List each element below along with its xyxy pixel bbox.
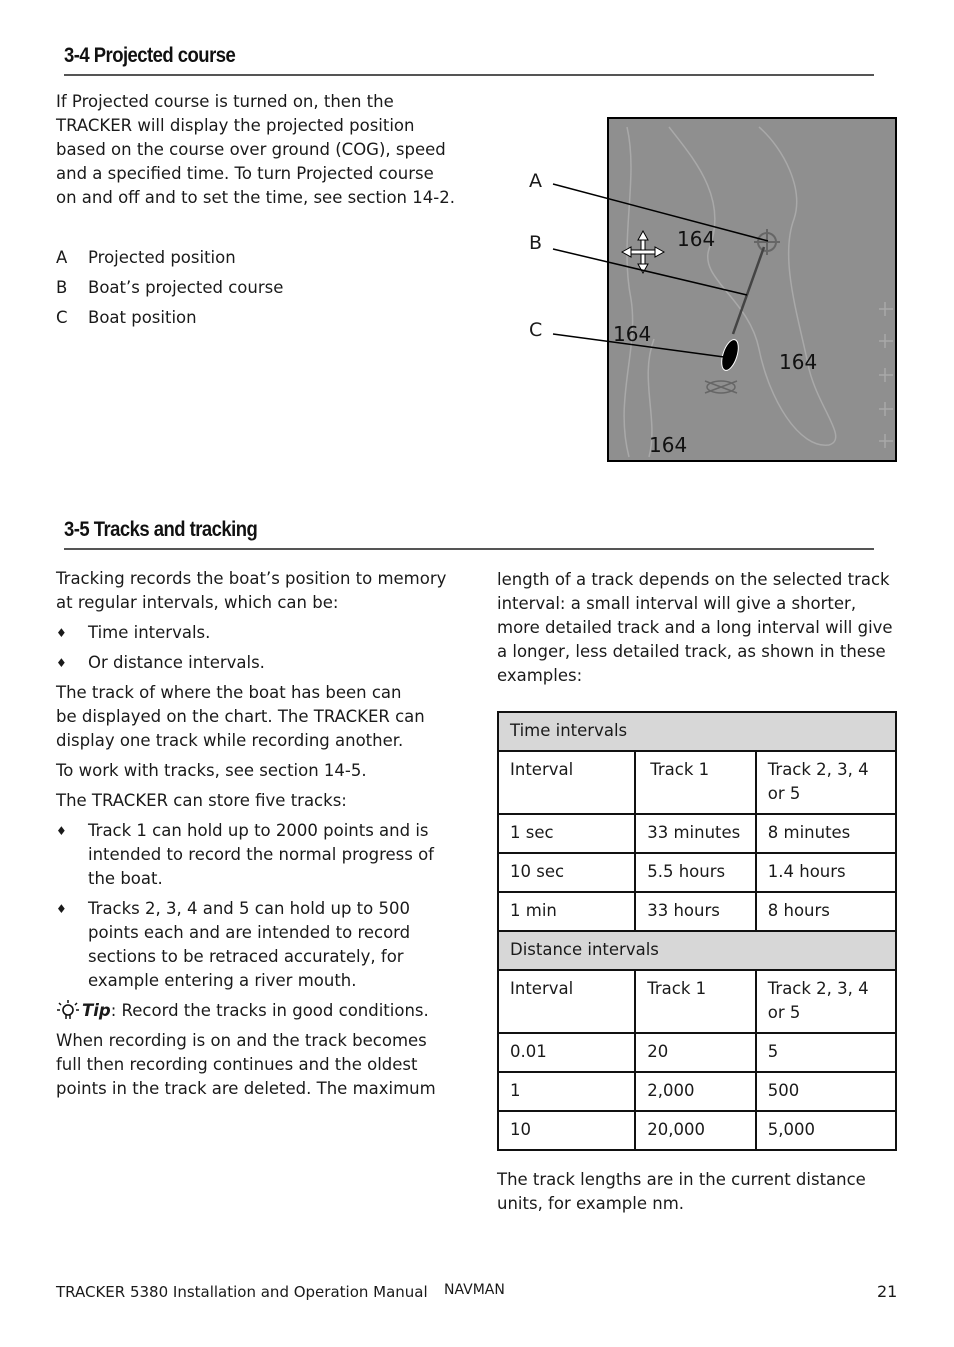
legend-key: C bbox=[56, 308, 68, 327]
bullet-icon: ♦ bbox=[56, 824, 67, 838]
paragraph-line: at regular intervals, which can be: bbox=[56, 593, 339, 612]
lightbulb-icon bbox=[56, 1000, 80, 1022]
table-cell: 8 hours bbox=[756, 892, 896, 931]
paragraph-line: The track lengths are in the current distance bbox=[497, 1170, 866, 1189]
table-row bbox=[498, 1033, 896, 1072]
table-cell: 5,000 bbox=[756, 1111, 896, 1150]
table-cell: 500 bbox=[756, 1072, 896, 1111]
table-cell: 10 bbox=[498, 1111, 635, 1150]
column-header: Track 2, 3, 4 or 5 bbox=[756, 970, 896, 1033]
paragraph-line: interval: a small interval will give a shorter, bbox=[497, 594, 857, 613]
column-header: Interval bbox=[498, 751, 635, 814]
intro-line: based on the course over ground (COG), speed bbox=[56, 140, 446, 159]
table-cell: 33 minutes bbox=[635, 814, 756, 853]
column-header: Track 2, 3, 4 or 5 bbox=[756, 751, 896, 814]
table-section-row bbox=[498, 712, 896, 751]
paragraph-line: points in the track are deleted. The maximum bbox=[56, 1079, 436, 1098]
callout-c-label: C bbox=[529, 319, 543, 341]
legend-text: Projected position bbox=[88, 248, 236, 267]
depth-label: 164 bbox=[613, 322, 652, 346]
bullet-icon: ♦ bbox=[56, 656, 67, 670]
paragraph-line: When recording is on and the track becomes bbox=[56, 1031, 427, 1050]
table-row bbox=[498, 853, 896, 892]
bullet-item bbox=[56, 819, 466, 891]
depth-label: 164 bbox=[779, 350, 818, 374]
table-cell: 33 hours bbox=[635, 892, 756, 931]
tip-line bbox=[56, 999, 466, 1023]
time-intervals-header: Time intervals bbox=[498, 712, 896, 751]
table-row bbox=[498, 1111, 896, 1150]
legend-text: Boat’s projected course bbox=[88, 278, 284, 297]
section-3-5-rule bbox=[64, 548, 874, 550]
table-cell: 10 sec bbox=[498, 853, 635, 892]
callout-b-label: B bbox=[529, 232, 543, 254]
table-note bbox=[497, 1168, 902, 1216]
column-header: Track 1 bbox=[635, 970, 756, 1033]
bullet-text: Tracks 2, 3, 4 and 5 can hold up to 500 points each and are intended to record sections to be retraced accurately, for example entering a river mouth. bbox=[88, 899, 411, 990]
paragraph-line: To work with tracks, see section 14-5. bbox=[56, 761, 367, 780]
callout-b-line bbox=[553, 249, 747, 295]
paragraph-line: more detailed track and a long interval will give bbox=[497, 618, 893, 637]
depth-label: 164 bbox=[677, 227, 716, 251]
intro-line: TRACKER will display the projected position bbox=[56, 116, 415, 135]
table-cell: 1.4 hours bbox=[756, 853, 896, 892]
legend-text: Boat position bbox=[88, 308, 197, 327]
paragraph-line: The TRACKER can store five tracks: bbox=[56, 791, 347, 810]
paragraph-line: be displayed on the chart. The TRACKER can bbox=[56, 707, 425, 726]
table-cell: 1 sec bbox=[498, 814, 635, 853]
legend-key: B bbox=[56, 278, 68, 297]
legend-key: A bbox=[56, 248, 68, 267]
table-row bbox=[498, 814, 896, 853]
bullet-text: Track 1 can hold up to 2000 points and is intended to record the normal progress of the boat. bbox=[88, 821, 434, 888]
section-3-4-heading: 3-4 Projected course bbox=[64, 44, 236, 67]
callout-a-line bbox=[553, 184, 768, 241]
section-3-5-heading: 3-5 Tracks and tracking bbox=[64, 518, 258, 541]
paragraph-line: full then recording continues and the oldest bbox=[56, 1055, 418, 1074]
page-number: 21 bbox=[877, 1282, 898, 1301]
footer-manual-title: TRACKER 5380 Installation and Operation Manual bbox=[56, 1283, 428, 1301]
table-cell: 20,000 bbox=[635, 1111, 756, 1150]
tip-text: : Record the tracks in good conditions. bbox=[110, 1001, 429, 1020]
table-cell: 5 bbox=[756, 1033, 896, 1072]
table-row bbox=[498, 892, 896, 931]
intro-line: If Projected course is turned on, then the bbox=[56, 92, 394, 111]
table-cell: 8 minutes bbox=[756, 814, 896, 853]
table-section-row bbox=[498, 931, 896, 970]
paragraph-line: a longer, less detailed track, as shown in these bbox=[497, 642, 886, 661]
column-header: Interval bbox=[498, 970, 635, 1033]
paragraph-line: display one track while recording another. bbox=[56, 731, 404, 750]
right-column bbox=[497, 568, 902, 688]
paragraph-line: Tracking records the boat’s position to memory bbox=[56, 569, 447, 588]
footer-brand: NAVMAN bbox=[444, 1282, 505, 1298]
table-row bbox=[498, 1072, 896, 1111]
table-cell: 1 min bbox=[498, 892, 635, 931]
bullet-text: Or distance intervals. bbox=[88, 653, 265, 672]
paragraph-line: units, for example nm. bbox=[497, 1194, 685, 1213]
intro-line: and a specified time. To turn Projected course bbox=[56, 164, 434, 183]
callout-c-line bbox=[553, 334, 724, 357]
table-cell: 2,000 bbox=[635, 1072, 756, 1111]
callout-leader-lines bbox=[0, 0, 954, 500]
depth-label: 164 bbox=[649, 433, 688, 457]
bullet-icon: ♦ bbox=[56, 902, 67, 916]
table-header-row bbox=[498, 751, 896, 814]
paragraph-line: length of a track depends on the selected track bbox=[497, 570, 890, 589]
column-header: Track 1 bbox=[635, 751, 756, 814]
table-cell: 0.01 bbox=[498, 1033, 635, 1072]
callout-a-label: A bbox=[529, 170, 542, 192]
paragraph-line: The track of where the boat has been can bbox=[56, 683, 402, 702]
track-intervals-table bbox=[497, 711, 897, 1151]
distance-intervals-header: Distance intervals bbox=[498, 931, 896, 970]
table-cell: 5.5 hours bbox=[635, 853, 756, 892]
table-cell: 20 bbox=[635, 1033, 756, 1072]
tip-label: Tip bbox=[82, 1001, 111, 1020]
bullet-item bbox=[56, 651, 466, 675]
bullet-icon: ♦ bbox=[56, 626, 67, 640]
table-header-row bbox=[498, 970, 896, 1033]
left-column bbox=[56, 567, 466, 1101]
table-cell: 1 bbox=[498, 1072, 635, 1111]
bullet-text: Time intervals. bbox=[88, 623, 211, 642]
bullet-item bbox=[56, 897, 466, 993]
paragraph-line: examples: bbox=[497, 666, 583, 685]
intro-line: on and off and to set the time, see section 14-2. bbox=[56, 188, 455, 207]
bullet-item bbox=[56, 621, 466, 645]
